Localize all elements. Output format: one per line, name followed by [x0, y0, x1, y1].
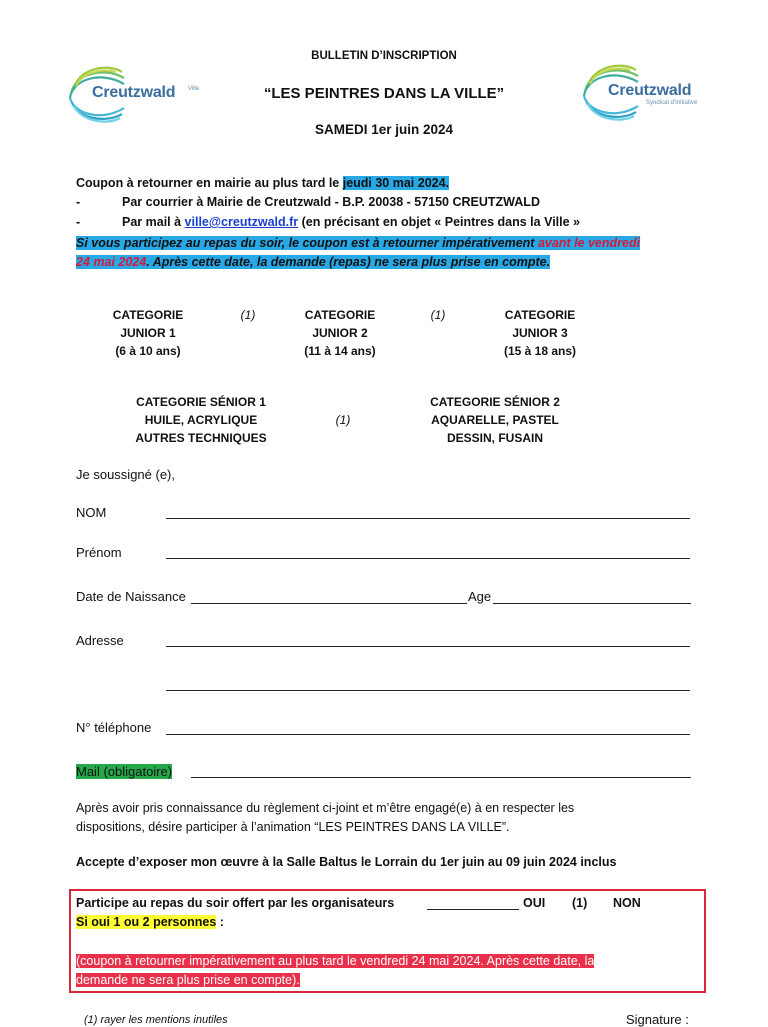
- logo-left-text: Creutzwald: [92, 84, 176, 101]
- repas-field[interactable]: [427, 909, 519, 910]
- mail-label: Mail (obligatoire): [76, 764, 173, 779]
- category-junior-1: CATEGORIE JUNIOR 1 (6 à 10 ans): [112, 308, 184, 358]
- repas-line: Participe au repas du soir offert par les organisateurs: [76, 896, 395, 910]
- courier-line: Par courrier à Mairie de Creutzwald - B.P. 20038 - 57150 CREUTZWALD: [122, 195, 540, 209]
- mail-line: Par mail à ville@creutzwald.fr (en précisant en objet « Peintres dans la Ville »: [122, 215, 580, 229]
- footnote: (1) rayer les mentions inutiles: [84, 1014, 228, 1026]
- ref-mark: (1): [240, 308, 256, 322]
- telephone-field[interactable]: [166, 734, 690, 735]
- soussigne-label: Je soussigné (e),: [76, 467, 175, 482]
- prenom-label: Prénom: [76, 545, 122, 560]
- category-junior-3: CATEGORIE JUNIOR 3 (15 à 18 ans): [503, 308, 577, 358]
- ref-mark: (1): [572, 896, 588, 910]
- deadline-highlight: jeudi 30 mai 2024.: [342, 176, 450, 190]
- ref-mark: (1): [335, 413, 351, 427]
- adresse-label: Adresse: [76, 633, 124, 648]
- nom-label: NOM: [76, 505, 107, 520]
- category-junior-2: CATEGORIE JUNIOR 2 (11 à 14 ans): [304, 308, 376, 358]
- mail-field[interactable]: [191, 777, 691, 778]
- persons-line: Si oui 1 ou 2 personnes :: [76, 915, 224, 929]
- logo-right-suffix: Syndicat d'Initiative: [646, 100, 698, 106]
- logo-creutzwald-left: [66, 60, 206, 126]
- ref-mark: (1): [430, 308, 446, 322]
- logo-left-suffix: Ville: [188, 86, 200, 92]
- naissance-field[interactable]: [191, 603, 467, 604]
- repas-warning: (coupon à retourner impérativement au plus tard le vendredi 24 mai 2024. Après cette date, la demande ne sera plus prise en compte).: [76, 954, 595, 987]
- non-option[interactable]: NON: [613, 896, 641, 910]
- coupon-intro: Coupon à retourner en mairie au plus tard le jeudi 30 mai 2024.: [76, 176, 450, 190]
- prenom-field[interactable]: [166, 558, 690, 559]
- naissance-label: Date de Naissance: [76, 589, 186, 604]
- event-date: SAMEDI 1er juin 2024: [314, 122, 454, 137]
- dash: -: [76, 215, 81, 229]
- logo-right-text: Creutzwald: [608, 82, 692, 99]
- accept-text: Accepte d’exposer mon œuvre à la Salle Baltus le Lorrain du 1er juin au 09 juin 2024 inclus: [76, 855, 617, 869]
- age-label: Age: [468, 589, 492, 604]
- oui-option[interactable]: OUI: [523, 896, 546, 910]
- adresse-field-1[interactable]: [166, 646, 690, 647]
- age-field[interactable]: [493, 603, 691, 604]
- category-senior-2: CATEGORIE SÉNIOR 2 AQUARELLE, PASTEL DESSIN, FUSAIN: [430, 395, 560, 445]
- mail-link[interactable]: ville@creutzwald.fr: [184, 215, 299, 229]
- adresse-field-2[interactable]: [166, 690, 690, 691]
- form-title: BULLETIN D’INSCRIPTION: [311, 50, 457, 62]
- signature-label: Signature :: [626, 1012, 689, 1027]
- dash: -: [76, 195, 81, 209]
- category-senior-1: CATEGORIE SÉNIOR 1 HUILE, ACRYLIQUE AUTRES TECHNIQUES: [135, 395, 267, 445]
- event-name: “LES PEINTRES DANS LA VILLE”: [263, 85, 505, 102]
- telephone-label: N° téléphone: [76, 720, 152, 735]
- repas-note: Si vous participez au repas du soir, le coupon est à retourner impérativement avant le vendredi 24 mai 2024. Après cette date, la demande (repas) ne sera plus prise en compte.: [76, 236, 641, 269]
- nom-field[interactable]: [166, 518, 690, 519]
- agreement-text: Après avoir pris connaissance du règlement ci-joint et m’être engagé(e) à en respecter les dispositions, désire participer à l’animation “LES PEINTRES DANS LA VILLE”.: [76, 801, 575, 834]
- logo-creutzwald-right: [580, 58, 720, 124]
